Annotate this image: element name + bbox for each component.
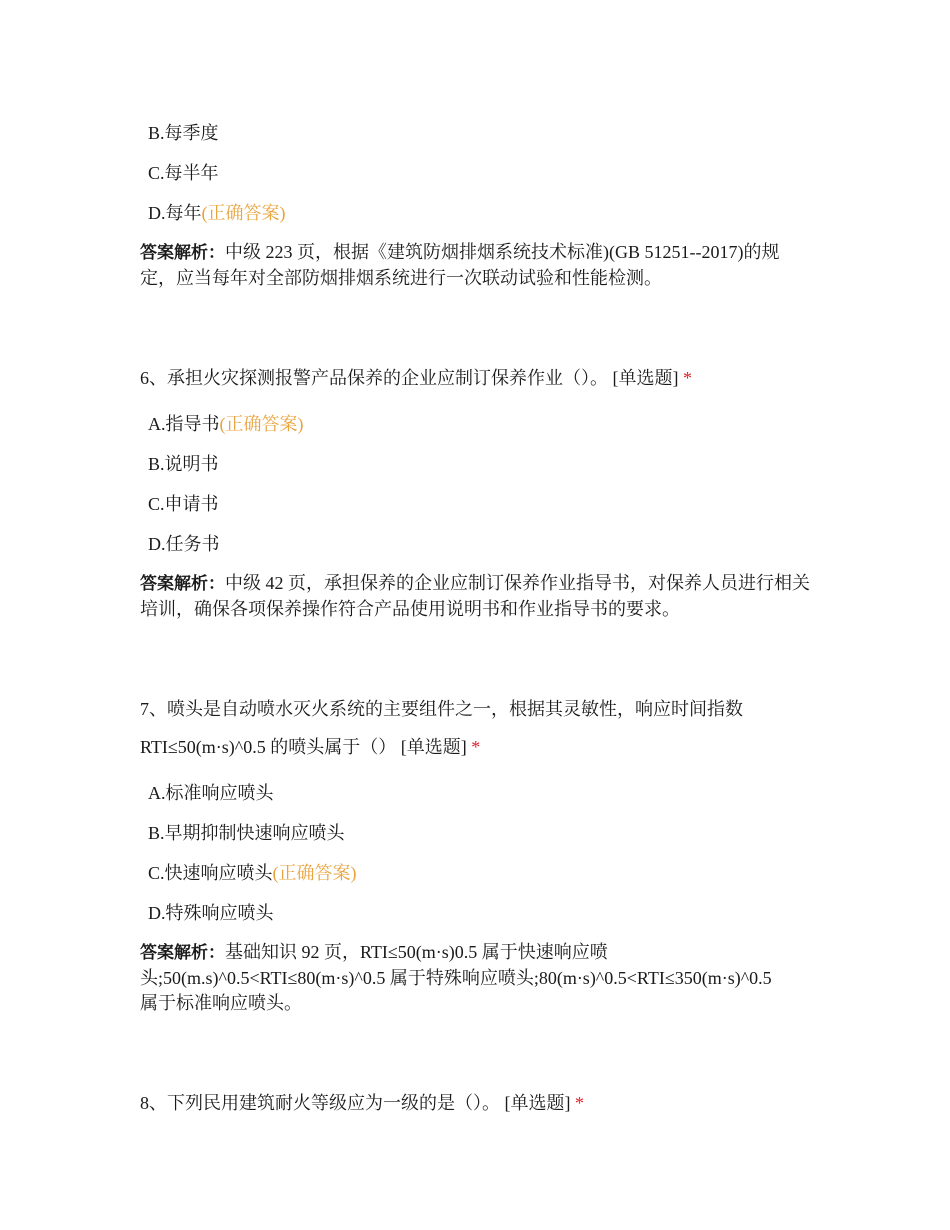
q7-option-c: C.快速响应喷头(正确答案): [148, 863, 357, 883]
correct-answer-mark: (正确答案): [272, 863, 357, 883]
analysis-text-line1: 基础知识 92 页，RTI≤50(m·s)0.5 属于快速响应喷: [225, 942, 608, 962]
q6-question: 6、承担火灾探测报警产品保养的企业应制订保养作业（）。 [单选题] *: [140, 368, 692, 388]
analysis-text-line2: 头;50(m.s)^0.5<RTI≤80(m·s)^0.5 属于特殊响应喷头;80(m·s)^0.5<RTI≤350(m·s)^0.5: [140, 968, 772, 988]
q6-option-d: D.任务书: [148, 534, 220, 554]
q5-option-d: D.每年(正确答案): [148, 203, 286, 223]
q7-question-line2: RTI≤50(m·s)^0.5 的喷头属于（） [单选题] *: [140, 737, 481, 757]
analysis-label: 答案解析：: [140, 943, 225, 963]
q5-analysis: [140, 240, 812, 291]
q6-analysis: [140, 571, 812, 622]
q6-option-b: B.说明书: [148, 454, 219, 474]
correct-answer-mark: (正确答案): [219, 414, 304, 434]
q6-option-c: C.申请书: [148, 494, 219, 514]
q7-option-a: A.标准响应喷头: [148, 783, 274, 803]
analysis-label: 答案解析：: [140, 243, 225, 263]
q6-option-a: A.指导书(正确答案): [148, 414, 304, 434]
q7-analysis: [140, 940, 812, 1016]
required-star: *: [683, 368, 692, 388]
q7-question-line1: 7、喷头是自动喷水灭火系统的主要组件之一，根据其灵敏性，响应时间指数: [140, 699, 743, 719]
analysis-label: 答案解析：: [140, 574, 225, 594]
required-star: *: [471, 737, 481, 757]
q7-option-b: B.早期抑制快速响应喷头: [148, 823, 345, 843]
analysis-text-line3: 属于标准响应喷头。: [140, 993, 302, 1013]
q5-option-c: C.每半年: [148, 163, 219, 183]
analysis-text: 中级 42 页，承担保养的企业应制订保养作业指导书，对保养人员进行相关培训，确保各项保养操作符合产品使用说明书和作业指导书的要求。: [140, 573, 810, 619]
required-star: *: [575, 1093, 584, 1113]
analysis-text: 中级 223 页，根据《建筑防烟排烟系统技术标准)(GB 51251--2017)的规定，应当每年对全部防烟排烟系统进行一次联动试验和性能检测。: [140, 242, 780, 288]
q8-question: 8、下列民用建筑耐火等级应为一级的是（）。 [单选题] *: [140, 1093, 584, 1113]
q7-option-d: D.特殊响应喷头: [148, 903, 274, 923]
correct-answer-mark: (正确答案): [201, 203, 286, 223]
q5-option-b: B.每季度: [148, 123, 219, 143]
